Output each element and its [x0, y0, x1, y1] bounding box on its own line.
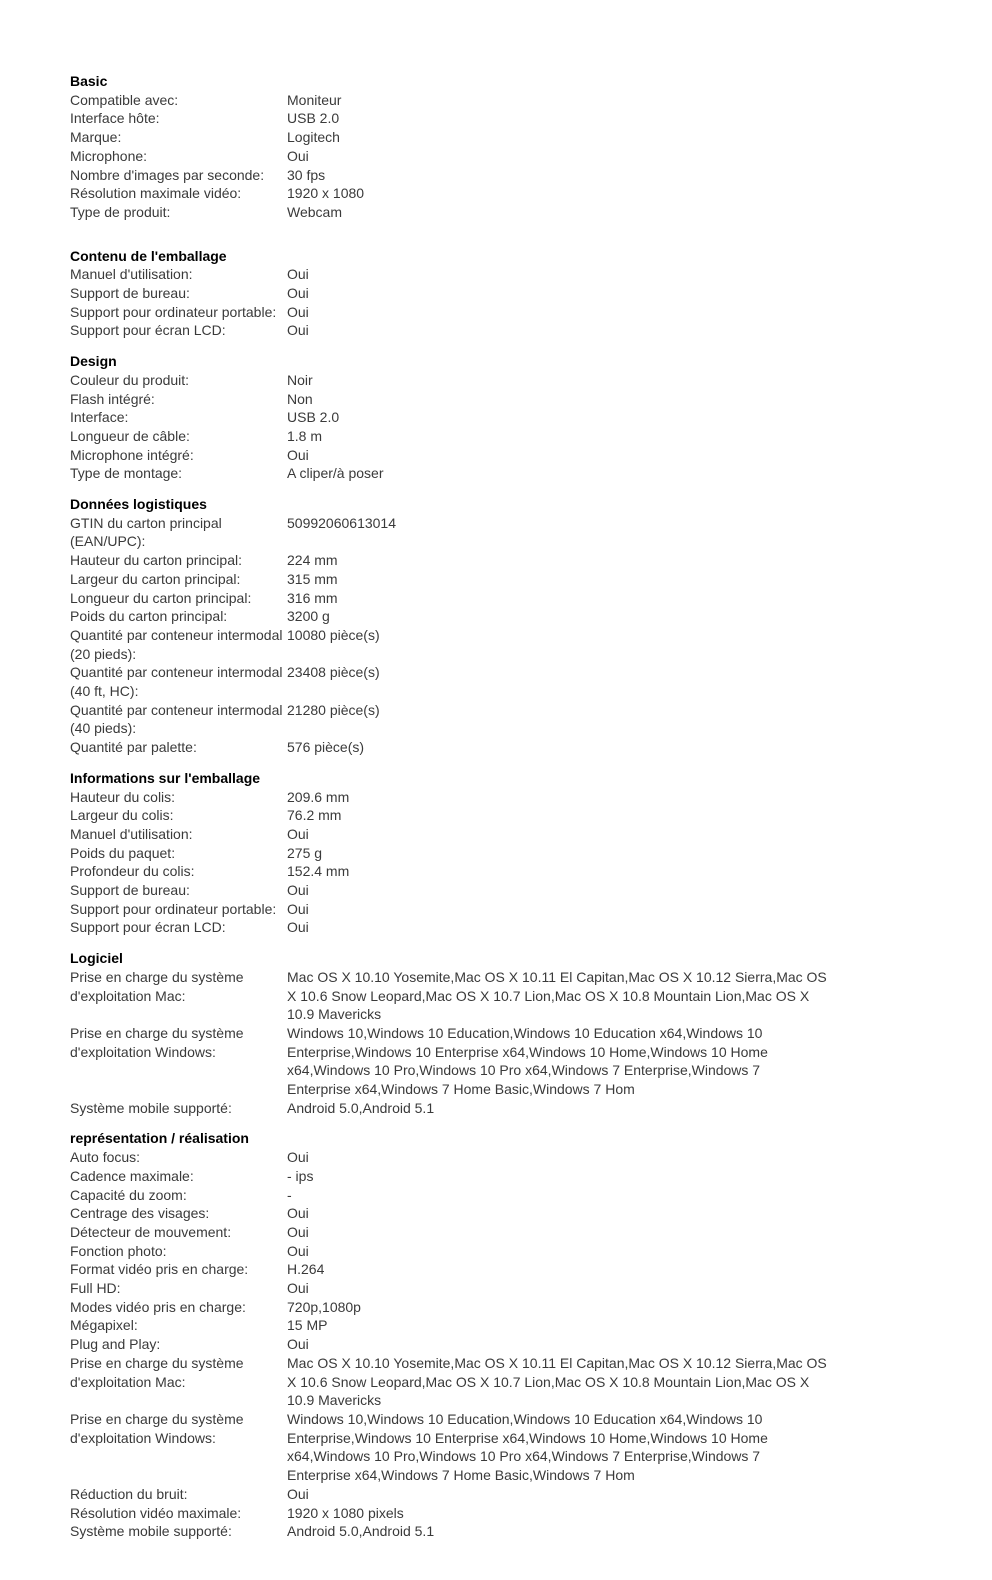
spec-label: Quantité par conteneur intermodal (40 ft, HC): — [70, 664, 283, 700]
spec-value: Oui — [287, 303, 309, 320]
spec-value: Windows 10,Windows 10 Education,Windows 10 Education x64,Windows 10 Enterprise,Windows 10 Enterprise x64,Windows 10 Home,Windows 10 Home x64,Windows 10 Pro,Windows 10 Pro x64,Windows 7 Enterprise,Windows 7 Enterprise x64,Windows 7 Home Basic,Windows 7 Hom — [287, 1411, 768, 1484]
spec-label: Flash intégré: — [70, 390, 155, 407]
spec-row — [70, 1223, 830, 1242]
spec-row — [70, 1522, 830, 1541]
spec-label: Prise en charge du système d'exploitation Windows: — [70, 1411, 244, 1446]
spec-row — [70, 918, 830, 937]
spec-value: 1920 x 1080 pixels — [287, 1504, 404, 1521]
spec-row — [70, 1354, 830, 1410]
spec-row — [70, 663, 830, 700]
spec-label: Support pour écran LCD: — [70, 919, 226, 936]
section-title: Design — [70, 353, 117, 370]
spec-label: Fonction photo: — [70, 1242, 167, 1259]
section-title: Contenu de l'emballage — [70, 247, 227, 264]
spec-row — [70, 968, 830, 1024]
spec-label: Manuel d'utilisation: — [70, 266, 193, 283]
spec-row — [70, 390, 830, 409]
spec-value: Oui — [287, 147, 309, 164]
spec-value: 1.8 m — [287, 427, 323, 444]
spec-label: Hauteur du carton principal: — [70, 552, 242, 569]
spec-label: Largeur du carton principal: — [70, 570, 241, 587]
spec-row — [70, 589, 830, 608]
spec-label: Largeur du colis: — [70, 807, 174, 824]
spec-value: 30 fps — [287, 166, 326, 183]
spec-value: 3200 g — [287, 608, 330, 625]
spec-label: Système mobile supporté: — [70, 1523, 232, 1540]
spec-row — [70, 607, 830, 626]
spec-row — [70, 1099, 830, 1118]
spec-label: Format vidéo pris en charge: — [70, 1261, 249, 1278]
spec-label: Auto focus: — [70, 1149, 141, 1166]
spec-row — [70, 1148, 830, 1167]
spec-row — [70, 408, 830, 427]
spec-value: Oui — [287, 1149, 309, 1166]
spec-value: Android 5.0,Android 5.1 — [287, 1099, 435, 1116]
spec-value: - — [287, 1186, 292, 1203]
spec-row — [70, 1204, 830, 1223]
spec-label: Capacité du zoom: — [70, 1186, 187, 1203]
spec-document — [70, 60, 830, 1541]
spec-row — [70, 147, 830, 166]
spec-section — [70, 949, 830, 1117]
spec-value: Android 5.0,Android 5.1 — [287, 1523, 435, 1540]
spec-row — [70, 881, 830, 900]
spec-row — [70, 1186, 830, 1205]
spec-row — [70, 825, 830, 844]
spec-value: Oui — [287, 882, 309, 899]
spec-row — [70, 1316, 830, 1335]
spec-value: 23408 pièce(s) — [287, 664, 380, 681]
spec-value: USB 2.0 — [287, 110, 340, 127]
spec-row — [70, 321, 830, 340]
spec-row — [70, 862, 830, 881]
spec-label: Support de bureau: — [70, 285, 190, 301]
spec-value: Webcam — [287, 203, 342, 220]
spec-label: Poids du paquet: — [70, 844, 176, 861]
spec-label: Support pour ordinateur portable: — [70, 303, 277, 320]
spec-row — [70, 1504, 830, 1523]
spec-value: Oui — [287, 1485, 309, 1502]
spec-label: Full HD: — [70, 1280, 121, 1297]
spec-row — [70, 1335, 830, 1354]
spec-value: Mac OS X 10.10 Yosemite,Mac OS X 10.11 El Capitan,Mac OS X 10.12 Sierra,Mac OS X 10.6 Snow Leopard,Mac OS X 10.7 Lion,Mac OS X 10.8 Mountain Lion,Mac OS X 10.9 Mavericks — [287, 968, 827, 1023]
spec-value: 15 MP — [287, 1317, 328, 1334]
spec-label: Support de bureau: — [70, 882, 190, 899]
spec-section — [70, 1129, 830, 1540]
spec-row — [70, 265, 830, 284]
spec-row — [70, 128, 830, 147]
spec-section — [70, 769, 830, 937]
spec-row — [70, 1410, 830, 1485]
spec-value: Oui — [287, 1205, 309, 1222]
spec-row — [70, 427, 830, 446]
spec-value: Oui — [287, 900, 309, 917]
spec-value: USB 2.0 — [287, 409, 340, 426]
spec-value: Oui — [287, 1336, 309, 1353]
spec-label: Centrage des visages: — [70, 1205, 210, 1222]
spec-value: 224 mm — [287, 552, 338, 569]
spec-row — [70, 1242, 830, 1261]
spec-value: 1920 x 1080 — [287, 185, 365, 202]
spec-value: Oui — [287, 1242, 309, 1259]
spec-section — [70, 72, 830, 222]
spec-label: Microphone: — [70, 147, 148, 164]
spec-value: Logitech — [287, 129, 340, 146]
spec-value: Oui — [287, 1223, 309, 1240]
spec-label: Détecteur de mouvement: — [70, 1223, 232, 1240]
spec-label: Couleur du produit: — [70, 371, 190, 388]
spec-value: Moniteur — [287, 91, 342, 108]
spec-row — [70, 626, 830, 663]
spec-row — [70, 184, 830, 203]
spec-row — [70, 1279, 830, 1298]
spec-value: Oui — [287, 1280, 309, 1297]
spec-section — [70, 247, 830, 341]
spec-value: 10080 pièce(s) — [287, 626, 380, 643]
spec-label: Prise en charge du système d'exploitation Windows: — [70, 1024, 244, 1060]
spec-row — [70, 900, 830, 919]
spec-value: 50992060613014 — [287, 514, 397, 531]
section-title: Données logistiques — [70, 496, 207, 513]
spec-row — [70, 806, 830, 825]
spec-label: Prise en charge du système d'exploitation Mac: — [70, 1354, 244, 1390]
spec-value: 152.4 mm — [287, 863, 350, 880]
spec-value: Non — [287, 390, 313, 407]
spec-row — [70, 570, 830, 589]
section-title: Logiciel — [70, 950, 123, 967]
spec-value: 720p,1080p — [287, 1298, 361, 1315]
spec-label: Microphone intégré: — [70, 446, 194, 463]
spec-value: 209.6 mm — [287, 788, 350, 805]
spec-section — [70, 352, 830, 483]
spec-value: 275 g — [287, 844, 323, 861]
spec-label: Interface hôte: — [70, 110, 160, 127]
spec-value: Oui — [287, 919, 309, 936]
spec-label: Nombre d'images par seconde: — [70, 166, 265, 183]
spec-label: Longueur du carton principal: — [70, 589, 252, 606]
spec-label: Résolution vidéo maximale: — [70, 1504, 242, 1521]
spec-row — [70, 1260, 830, 1279]
spec-row — [70, 284, 830, 303]
spec-label: Type de montage: — [70, 465, 183, 482]
spec-value: Oui — [287, 285, 309, 301]
spec-label: Marque: — [70, 129, 122, 146]
spec-row — [70, 1485, 830, 1504]
spec-label: Hauteur du colis: — [70, 788, 176, 805]
spec-row — [70, 738, 830, 757]
spec-value: Oui — [287, 446, 309, 463]
spec-label: Cadence maximale: — [70, 1167, 194, 1184]
spec-row — [70, 788, 830, 807]
spec-value: 76.2 mm — [287, 807, 342, 824]
spec-label: Manuel d'utilisation: — [70, 825, 193, 842]
spec-row — [70, 464, 830, 483]
spec-label: Type de produit: — [70, 203, 171, 220]
spec-label: Support pour ordinateur portable: — [70, 900, 277, 917]
spec-label: Interface: — [70, 409, 129, 426]
spec-value: H.264 — [287, 1261, 325, 1278]
spec-row — [70, 91, 830, 110]
spec-value: Windows 10,Windows 10 Education,Windows 10 Education x64,Windows 10 Enterprise,Windows 10 Enterprise x64,Windows 10 Home,Windows 10 Home x64,Windows 10 Pro,Windows 10 Pro x64,Windows 7 Enterprise,Windows 7 Enterprise x64,Windows 7 Home Basic,Windows 7 Hom — [287, 1024, 768, 1098]
section-title: Informations sur l'emballage — [70, 769, 261, 786]
spec-value: Oui — [287, 825, 309, 842]
spec-label: Prise en charge du système d'exploitation Mac: — [70, 968, 244, 1004]
spec-value: Oui — [287, 266, 309, 283]
section-title: Basic — [70, 73, 108, 89]
section-title: représentation / réalisation — [70, 1130, 249, 1147]
spec-value: - ips — [287, 1167, 314, 1184]
spec-label: Mégapixel: — [70, 1317, 138, 1334]
spec-value: Mac OS X 10.10 Yosemite,Mac OS X 10.11 El Capitan,Mac OS X 10.12 Sierra,Mac OS X 10.6 Snow Leopard,Mac OS X 10.7 Lion,Mac OS X 10.8 Mountain Lion,Mac OS X 10.9 Mavericks — [287, 1354, 827, 1409]
spec-value: 21280 pièce(s) — [287, 701, 380, 718]
spec-label: Longueur de câble: — [70, 427, 190, 444]
spec-row — [70, 446, 830, 465]
spec-row — [70, 203, 830, 222]
spec-label: Plug and Play: — [70, 1336, 161, 1353]
spec-value: 576 pièce(s) — [287, 739, 365, 756]
spec-value: A cliper/à poser — [287, 465, 384, 482]
spec-row — [70, 701, 830, 738]
spec-row — [70, 303, 830, 322]
spec-label: Résolution maximale vidéo: — [70, 185, 242, 202]
spec-label: Poids du carton principal: — [70, 608, 228, 625]
spec-label: Quantité par conteneur intermodal (20 pieds): — [70, 626, 283, 662]
spec-section — [70, 495, 830, 757]
spec-value: 316 mm — [287, 589, 338, 606]
spec-row — [70, 1024, 830, 1099]
spec-label: Profondeur du colis: — [70, 863, 195, 880]
spec-label: Compatible avec: — [70, 91, 179, 108]
spec-label: Modes vidéo pris en charge: — [70, 1298, 246, 1315]
spec-row — [70, 1167, 830, 1186]
spec-label: Support pour écran LCD: — [70, 322, 226, 339]
spec-row — [70, 1298, 830, 1317]
spec-row — [70, 166, 830, 185]
spec-row — [70, 844, 830, 863]
spec-value: Noir — [287, 371, 313, 388]
spec-value: 315 mm — [287, 570, 338, 587]
spec-row — [70, 551, 830, 570]
spec-label: Quantité par palette: — [70, 739, 197, 756]
spec-label: Réduction du bruit: — [70, 1485, 188, 1502]
spec-label: Quantité par conteneur intermodal (40 pieds): — [70, 701, 283, 737]
spec-value: Oui — [287, 322, 309, 339]
spec-label: GTIN du carton principal (EAN/UPC): — [70, 514, 222, 550]
spec-row — [70, 371, 830, 390]
spec-row — [70, 109, 830, 128]
spec-label: Système mobile supporté: — [70, 1099, 232, 1116]
spec-row — [70, 514, 830, 551]
